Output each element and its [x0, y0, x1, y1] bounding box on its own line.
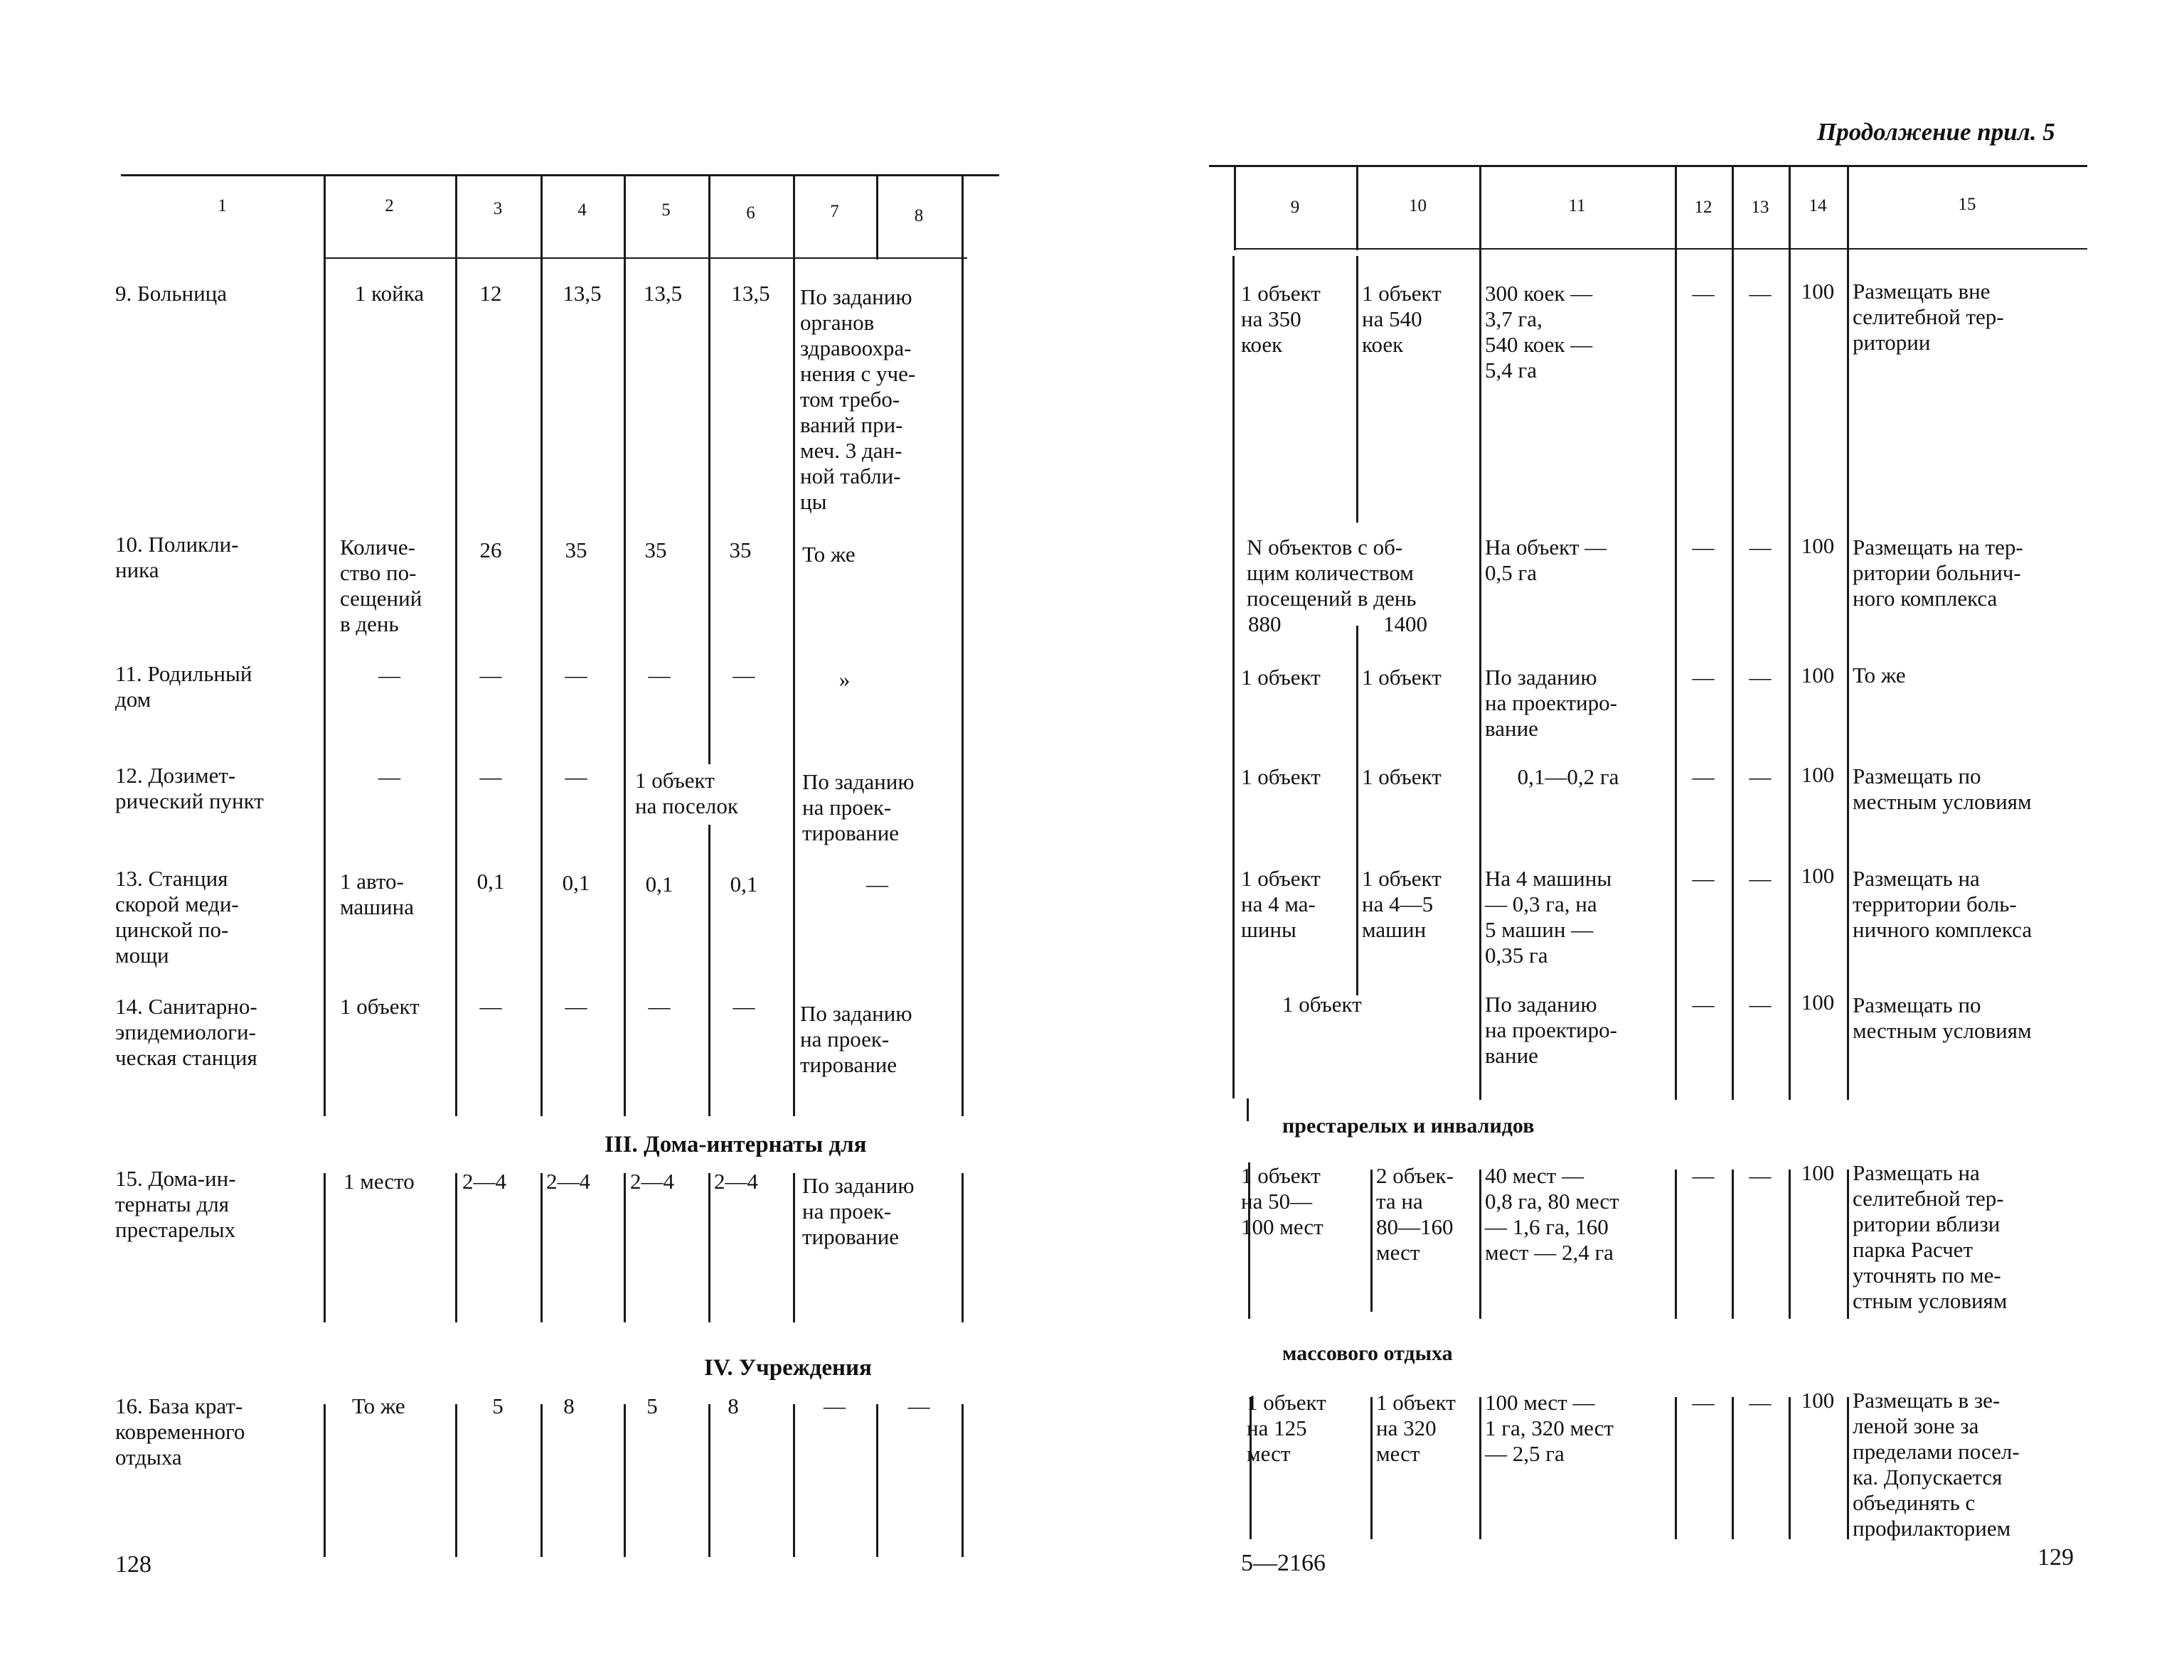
page-number: 129	[2037, 1544, 2074, 1571]
cell: 1 объект на 50— 100 мест	[1241, 1163, 1323, 1239]
col-rule	[455, 174, 457, 1116]
cell: —	[1692, 1163, 1715, 1188]
running-head: Продолжение прил. 5	[1817, 118, 2055, 146]
row-name: 9. Больница	[115, 281, 228, 306]
col-rule	[1789, 165, 1791, 1100]
column-header: 10	[1409, 196, 1427, 215]
cell-note: По заданию органов здравоохра- нения с уче- том требо- ваний при- меч. 3 дан- ной табли- цы	[800, 284, 916, 514]
cell: —	[1692, 1390, 1715, 1415]
cell: —	[1692, 535, 1715, 560]
cell: —	[733, 994, 755, 1019]
col-rule	[1232, 256, 1235, 1098]
cell: 13,5	[731, 281, 770, 306]
col-rule	[455, 1173, 457, 1322]
cell: 2—4	[462, 1169, 506, 1194]
column-header: 5	[661, 200, 671, 220]
cell: 1 койка	[354, 281, 425, 306]
column-header: 6	[746, 203, 755, 223]
col-rule	[1356, 626, 1358, 995]
cell-merged: 1 объект	[1282, 992, 1362, 1017]
row-name: 16. База крат- ковременного отдыха	[115, 1393, 245, 1470]
cell: 12	[479, 281, 502, 306]
row-name: 13. Станция скорой меди- цинской по- мощи	[115, 866, 239, 968]
col-rule	[1847, 1397, 1849, 1539]
header-bottom-rule	[324, 257, 967, 259]
col-rule	[324, 1173, 326, 1322]
section-title: III. Дома-интернаты для	[604, 1132, 867, 1157]
cell-note: Размещать на тер- ритории больнич- ного комплекса	[1853, 535, 2023, 611]
col-rule	[1675, 1170, 1677, 1319]
cell: 0,1	[476, 869, 505, 894]
cell-note: То же	[802, 542, 856, 567]
cell: —	[648, 663, 671, 687]
column-header: 9	[1290, 198, 1300, 217]
column-header: 11	[1568, 196, 1586, 215]
cell: 0,1—0,2 га	[1517, 764, 1619, 789]
cell-note: Размещать по местным условиям	[1853, 764, 2032, 814]
cell: —	[1692, 281, 1715, 306]
cell: 100	[1801, 762, 1835, 787]
cell-note: Размещать на территории боль- ничного комплекса	[1853, 866, 2033, 942]
cell: —	[824, 1393, 846, 1418]
col-rule	[1732, 1397, 1734, 1539]
cell: 13,5	[643, 281, 683, 306]
cell: 26	[479, 537, 502, 562]
col-rule	[1356, 256, 1358, 523]
cell: 100	[1801, 533, 1835, 558]
cell-note: Размещать по местным условиям	[1853, 993, 2032, 1043]
col-rule	[540, 1173, 543, 1322]
col-rule	[793, 174, 795, 1116]
cell: —	[1749, 764, 1772, 789]
cell: 100	[1801, 863, 1835, 888]
col-rule	[1847, 165, 1849, 1100]
cell: —	[565, 663, 587, 687]
cell: —	[378, 663, 400, 687]
column-header: 7	[830, 202, 839, 221]
col-rule	[962, 1404, 964, 1557]
cell: —	[479, 663, 502, 687]
cell-note: Размещать на селитебной тер- ритории вблизи парка Расчет уточнять по ме- стным условиям	[1853, 1160, 2008, 1313]
cell: —	[1749, 1163, 1772, 1188]
cell: 1 объект на 540 коек	[1362, 281, 1442, 357]
row-name: 12. Дозимет- рический пункт	[115, 763, 264, 813]
cell: 35	[644, 537, 667, 562]
cell: —	[1692, 992, 1715, 1017]
cell: —	[479, 994, 502, 1019]
col-rule	[540, 1404, 543, 1557]
cell: 40 мест — 0,8 га, 80 мест — 1,6 га, 160 мест — 2,4 га	[1485, 1163, 1619, 1265]
cell-note: »	[838, 667, 851, 692]
cell: 100	[1801, 1160, 1835, 1185]
row-name: 15. Дома-ин- тернаты для престарелых	[115, 1166, 236, 1242]
col-rule	[624, 1404, 626, 1557]
cell: 1 объект	[1241, 665, 1321, 690]
cell: 0,1	[730, 872, 758, 897]
col-rule	[540, 174, 543, 1116]
col-rule	[1479, 165, 1481, 1100]
col-rule	[708, 825, 710, 1116]
cell: —	[565, 994, 587, 1019]
col-rule	[708, 1404, 710, 1557]
cell: 2—4	[714, 1169, 758, 1194]
table-top-rule	[121, 174, 999, 176]
cell: —	[479, 764, 502, 789]
cell: 5	[492, 1393, 504, 1418]
cell: 5	[646, 1393, 658, 1418]
row-name: 14. Санитарно- эпидемиологи- ческая станция	[115, 994, 257, 1070]
cell-note: —	[866, 872, 888, 897]
cell: —	[1749, 665, 1772, 690]
col-rule	[1847, 1170, 1849, 1319]
section-title: престарелых и инвалидов	[1282, 1114, 1535, 1138]
cell: 8	[563, 1393, 575, 1418]
col-rule	[1789, 1397, 1791, 1539]
cell: —	[1692, 866, 1715, 891]
cell: —	[1749, 992, 1772, 1017]
cell-merged: 1 объект на поселок	[635, 768, 738, 818]
column-header: 4	[577, 200, 587, 220]
cell: То же	[352, 1393, 405, 1418]
col-rule	[324, 174, 326, 1116]
cell: 100	[1801, 279, 1835, 304]
cell: —	[733, 663, 755, 687]
col-rule	[793, 1173, 795, 1322]
col-rule	[708, 1173, 710, 1322]
section-title: массового отдыха	[1282, 1342, 1453, 1365]
col-rule	[1789, 1170, 1791, 1319]
cell: —	[378, 764, 400, 789]
cell: 1 объект на 320 мест	[1376, 1390, 1456, 1466]
cell: —	[1749, 866, 1772, 891]
col-rule	[1479, 1170, 1481, 1319]
col-rule	[962, 1173, 964, 1322]
cell: На объект — 0,5 га	[1485, 535, 1607, 585]
col-rule	[1675, 1397, 1677, 1539]
cell: 1400	[1383, 611, 1427, 636]
cell: —	[907, 1393, 930, 1418]
cell-note: Размещать вне селитебной тер- ритории	[1853, 279, 2004, 355]
cell-note: То же	[1853, 663, 1906, 687]
cell: 1 объект на 125 мест	[1247, 1390, 1326, 1466]
signature-mark: 5—2166	[1241, 1550, 1326, 1576]
cell: По заданию на проектиро- вание	[1485, 665, 1617, 741]
cell: 2—4	[630, 1169, 674, 1194]
row-name: 11. Родильный дом	[115, 661, 252, 712]
cell: 880	[1248, 611, 1282, 636]
col-rule	[1370, 1397, 1373, 1539]
cell: 8	[728, 1393, 739, 1418]
right-page	[1092, 0, 2184, 1680]
column-header: 3	[493, 199, 503, 218]
row-name: 10. Поликли- ника	[115, 532, 239, 582]
col-rule	[624, 174, 626, 1116]
column-header: 13	[1751, 198, 1769, 217]
cell: 2—4	[546, 1169, 590, 1194]
cell: 1 объект на 4—5 машин	[1362, 866, 1442, 942]
cell: 1 место	[343, 1169, 415, 1194]
column-header: 14	[1809, 196, 1827, 215]
cell: 0,1	[645, 872, 673, 897]
column-header: 12	[1694, 198, 1712, 217]
cell: —	[1749, 281, 1772, 306]
col-rule	[1247, 1098, 1249, 1121]
col-rule	[624, 1173, 626, 1322]
cell: —	[648, 994, 671, 1019]
cell: —	[1692, 665, 1715, 690]
cell: —	[565, 764, 587, 789]
cell-note: Размещать в зе- леной зоне за пределами посел- ка. Допускается объединять с профилакторием	[1853, 1388, 2020, 1541]
cell: 35	[729, 537, 752, 562]
column-header: 8	[914, 206, 924, 225]
cell: 1 объект на 350 коек	[1241, 281, 1321, 357]
cell: 1 объект	[340, 994, 420, 1019]
cell-merged: N объектов с об- щим количеством посещений в день	[1247, 535, 1417, 611]
column-header: 15	[1958, 195, 1976, 214]
cell: 100	[1801, 1388, 1835, 1413]
cell-note: По заданию на проек- тирование	[802, 769, 915, 845]
cell: 1 авто- машина	[340, 869, 414, 919]
col-rule	[793, 1404, 795, 1557]
cell: Количе- ство по- сещений в день	[340, 535, 422, 636]
cell: 100 мест — 1 га, 320 мест — 2,5 га	[1485, 1390, 1614, 1466]
header-bottom-rule	[1234, 248, 2087, 250]
col-rule	[1370, 1170, 1373, 1312]
cell: 13,5	[563, 281, 602, 306]
table-top-rule	[1209, 165, 2087, 167]
cell: 2 объек- та на 80—160 мест	[1376, 1163, 1454, 1265]
col-rule	[1479, 1397, 1481, 1539]
col-rule	[962, 174, 964, 1116]
cell: 100	[1801, 663, 1835, 687]
cell: 1 объект	[1241, 764, 1321, 789]
cell: 300 коек — 3,7 га, 540 коек — 5,4 га	[1485, 281, 1593, 382]
cell: 1 объект	[1362, 764, 1442, 789]
cell: —	[1749, 1390, 1772, 1415]
cell-note: По заданию на проек- тирование	[800, 1001, 912, 1077]
cell: 35	[565, 537, 587, 562]
cell-note: По заданию на проек- тирование	[802, 1173, 915, 1249]
column-header: 1	[218, 196, 227, 215]
col-rule	[876, 1404, 878, 1557]
cell: На 4 машины — 0,3 га, на 5 машин — 0,35 га	[1485, 866, 1612, 968]
column-header: 2	[385, 196, 394, 215]
col-rule	[1732, 1170, 1734, 1319]
cell: 1 объект	[1362, 665, 1442, 690]
cell: 100	[1801, 990, 1835, 1015]
page-number: 128	[115, 1551, 151, 1578]
cell: 0,1	[562, 870, 590, 895]
cell: По заданию на проектиро- вание	[1485, 992, 1617, 1068]
cell: —	[1749, 535, 1772, 560]
col-rule	[324, 1404, 326, 1557]
cell: —	[1692, 764, 1715, 789]
col-rule	[455, 1404, 457, 1557]
cell: 1 объект на 4 ма- шины	[1241, 866, 1321, 942]
section-title: IV. Учреждения	[704, 1355, 872, 1381]
